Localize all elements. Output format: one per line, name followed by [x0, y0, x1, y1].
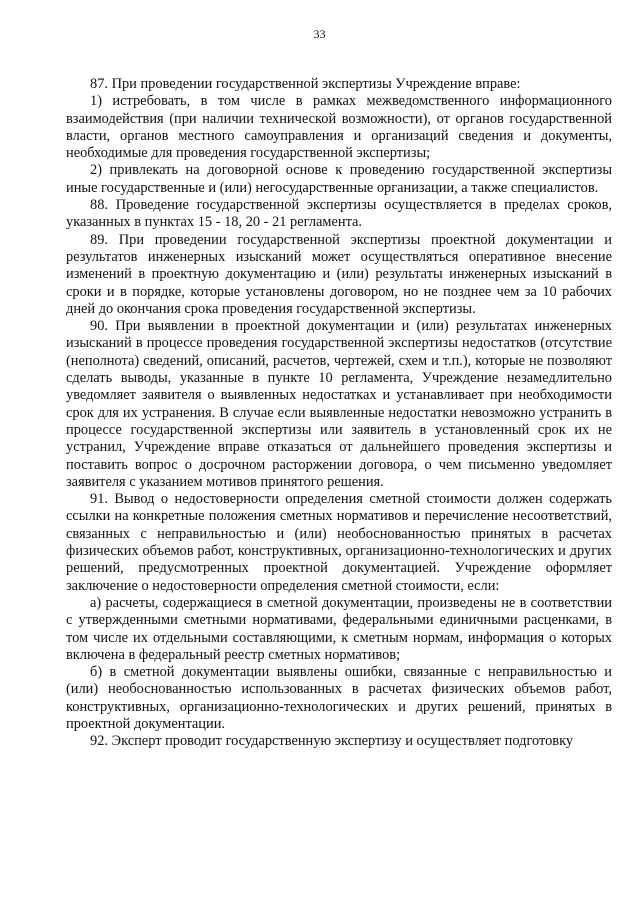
paragraph-91-item-a: а) расчеты, содержащиеся в сметной документации, произведены не в соответствии с утвержденными сметными нормативами, федеральными единичными расценками, в том числе их отдельными составляющими, к сметным нормам, информация о которых включена в федеральный реестр сметных нормативов;	[66, 594, 612, 663]
paragraph-89: 89. При проведении государственной экспертизы проектной документации и результатов инженерных изысканий может осуществляться оперативное внесение изменений в проектную документацию и (или) результаты инженерных изысканий в сроки и в порядке, которые установлены договором, но не позднее чем за 10 рабочих дней до окончания срока проведения государственной экспертизы.	[66, 231, 612, 317]
document-body	[66, 76, 612, 751]
paragraph-90: 90. При выявлении в проектной документации и (или) результатах инженерных изысканий в процессе проведения государственной экспертизы недостатков (отсутствие (неполнота) сведений, описаний, расчетов, чертежей, схем и т.п.), которые не позволяют сделать выводы, указанные в пункте 10 регламента, Учреждение незамедлительно уведомляет заявителя о выявленных недостатках и устанавливает при необходимости срок для их устранения. В случае если выявленные недостатки невозможно устранить в процессе государственной экспертизы или заявитель в установленный срок их не устранил, Учреждение вправе отказаться от дальнейшего проведения экспертизы и поставить вопрос о досрочном расторжении договора, о чем письменно уведомляет заявителя с указанием мотивов принятого решения.	[66, 318, 612, 490]
paragraph-91: 91. Вывод о недостоверности определения сметной стоимости должен содержать ссылки на конкретные положения сметных нормативов и перечисление несоответствий, связанных с неправильностью и (или) необоснованностью принятых в расчетах физических объемов работ, конструктивных, организационно-технологических и других решений, предусмотренных проектной документацией. Учреждение оформляет заключение о недостоверности определения сметной стоимости, если:	[66, 491, 612, 594]
paragraph-87-item-2: 2) привлекать на договорной основе к проведению государственной экспертизы иные государственные и (или) негосударственные организации, а также специалистов.	[66, 162, 612, 196]
paragraph-88: 88. Проведение государственной экспертизы осуществляется в пределах сроков, указанных в пунктах 15 - 18, 20 - 21 регламента.	[66, 197, 612, 231]
page-number: 33	[313, 27, 326, 41]
paragraph-91-item-b: б) в сметной документации выявлены ошибки, связанные с неправильностью и (или) необоснованностью использованных в расчетах физических объемов работ, конструктивных, организационно-технологических и других решений, принятых в проектной документации.	[66, 664, 612, 732]
paragraph-87: 87. При проведении государственной экспертизы Учреждение вправе:	[90, 76, 521, 92]
paragraph-92: 92. Эксперт проводит государственную экспертизу и осуществляет подготовку	[90, 733, 574, 750]
paragraph-87-item-1: 1) истребовать, в том числе в рамках межведомственного информационного взаимодействия (при наличии технической возможности), от органов государственной власти, органов местного самоуправления и организаций сведения и документы, необходимые для проведения государственной экспертизы;	[66, 93, 612, 162]
